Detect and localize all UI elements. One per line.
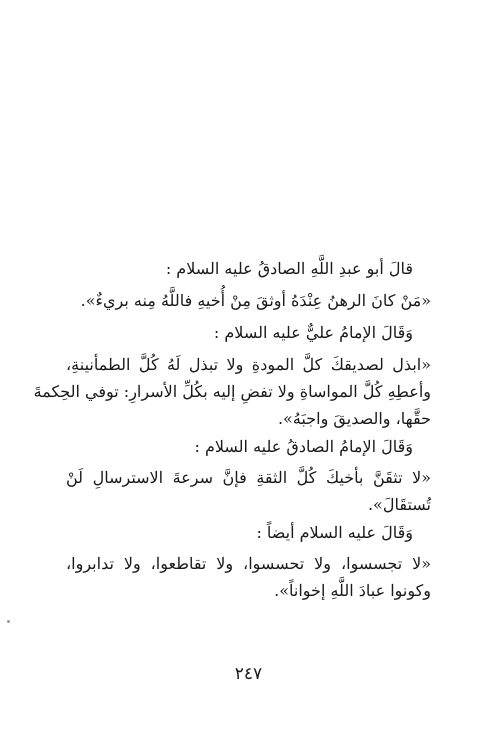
quote-ali-line-2: وأعطِهِ كُلَّ المواساةِ ولا تفضِ إليه بكُلِّ الأسرارِ: توفي الحِكمةَ <box>33 382 431 401</box>
quote-ali-line-3: حقَّها، والصديقَ واجبَهُ». <box>277 409 431 428</box>
margin-speck <box>7 620 10 623</box>
quote-rahn: «مَنْ كانَ الرهنُ عِنْدَهُ أوثقَ مِنْ أُخيهِ فاللَّهُ مِنه بريءٌ». <box>80 291 431 310</box>
quote-sadiq-line-1: «لا تثقَنَّ بأخيكَ كُلَّ الثقةِ فإنَّ سرعةَ الاسترسالِ لَنْ <box>66 468 431 487</box>
narration-intro-sadiq-1: قالَ أبو عبدِ اللَّهِ الصادقُ عليه السلام : <box>165 259 413 278</box>
narration-intro-ali: وَقَالَ الإمامُ عليٌّ عليه السلام : <box>213 323 413 342</box>
quote-ali-line-1: «ابذل لصديقكَ كلَّ المودةِ ولا تبذل لَهُ كُلَّ الطمأنينةِ، <box>66 355 431 374</box>
quote-brotherhood-line-1: «لا تجسسوا، ولا تحسسوا، ولا تقاطعوا، ولا تدابروا، <box>66 554 431 573</box>
page-number: ٢٤٧ <box>234 664 263 684</box>
narration-intro-sadiq-3: وَقَالَ عليه السلام أيضاً : <box>256 523 413 542</box>
quote-sadiq-line-2: تُستقَالَ». <box>367 495 431 514</box>
narration-intro-sadiq-2: وَقَالَ الإمامُ الصادقُ عليه السلام : <box>194 437 413 456</box>
quote-brotherhood-line-2: وكونوا عبادَ اللَّهِ إخواناً». <box>274 581 431 600</box>
